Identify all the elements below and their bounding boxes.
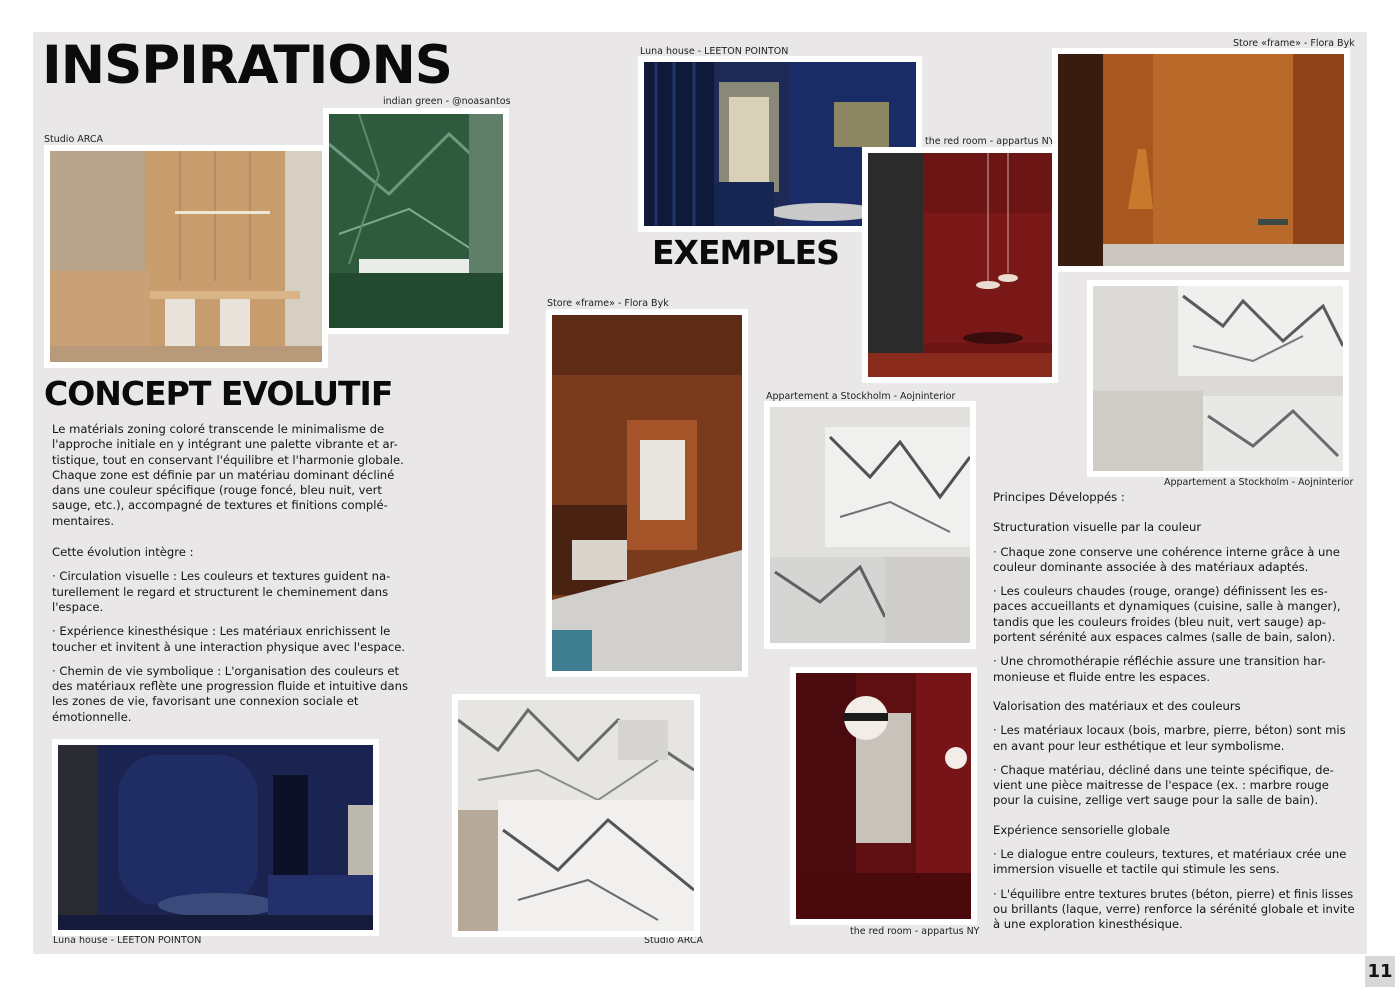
photo-indian-green-bath: [323, 108, 509, 334]
photo-store-frame-coat: [1052, 48, 1350, 272]
principes-s2-p1: · Les matériaux locaux (bois, marbre, pierre, béton) sont mis en avant pour leur esthétique et leur symbolisme.: [993, 723, 1346, 753]
principes-s1-p3: · Une chromothérapie réfléchie assure une transition har-monieuse et fluide entre les espaces.: [993, 654, 1326, 684]
concept-text: [52, 422, 420, 734]
concept-item-kinesthesique: · Expérience kinesthésique : Les matériaux enrichissent le toucher et invitent à une interaction physique avec l'espace.: [52, 624, 406, 654]
caption-luna-bottom: Luna house - LEETON POINTON: [53, 935, 202, 946]
principes-s3-p2: · L'équilibre entre textures brutes (béton, pierre) et finis lisses ou brillants (laque, verre) renforce la sérénité globale et invite à une exploration kinesthésique.: [993, 886, 1355, 932]
principes-s3-title: Expérience sensorielle globale: [993, 822, 1170, 837]
concept-intro: Le matériaIs zoning coloré transcende le minimalisme de l'approche initiale en y intégrant une palette vibrante et ar-tistique, tout en conservant l'équilibre et l'harmonie globale. Chaque zone est définie par un matériau dominant décliné dans une couleur spécifique (rouge foncé, bleu nuit, vert sauge, etc.), accompagné de textures et finitions complé-mentaires.: [52, 422, 404, 528]
principes-s2-title: Valorisation des matériaux et des couleurs: [993, 698, 1241, 713]
photo-studio-arca-kitchen: [44, 145, 328, 368]
caption-red-room-bottom: the red room - appartus NY: [850, 926, 980, 937]
concept-item-circulation: · Circulation visuelle : Les couleurs et textures guident na-turellement le regard et structurent le cheminement dans l'espace.: [52, 569, 391, 614]
caption-studio-arca-bottom: Studio ARCA: [644, 935, 704, 946]
title-concept-evolutif: CONCEPT EVOLUTIF: [44, 374, 393, 413]
caption-store-frame-mid: Store «frame» - Flora Byk: [547, 298, 669, 309]
photo-store-frame-corridor: [546, 309, 748, 677]
page-number: 11: [1365, 956, 1395, 987]
photo-studio-arca-bath: [452, 694, 700, 937]
principes-s3-p1: · Le dialogue entre couleurs, textures, et matériaux crée une immersion visuelle et tactile qui stimule les sens.: [993, 847, 1347, 877]
caption-studio-arca-top: Studio ARCA: [44, 134, 104, 145]
principes-title: Principes Développés :: [993, 490, 1125, 504]
caption-luna-top: Luna house - LEETON POINTON: [640, 46, 789, 57]
photo-luna-house-lounge: [52, 739, 379, 936]
title-exemples: EXEMPLES: [652, 233, 839, 272]
caption-indian-green: indian green - @noasantos: [383, 96, 511, 107]
caption-stockholm-right: Appartement a Stockholm - Aojninterior: [1164, 477, 1354, 488]
photo-stockholm-kitchen-right: [1087, 280, 1349, 477]
photo-red-room-pendant: [862, 147, 1058, 383]
concept-item-chemin: · Chemin de vie symbolique : L'organisation des couleurs et des matériaux reflète une progression fluide et intuitive dans les zones de vie, favorisant une connexion sociale et émotionnelle.: [52, 663, 409, 724]
concept-lead: Cette évolution intègre :: [52, 545, 194, 560]
photo-stockholm-kitchen-mid: [764, 401, 976, 649]
principes-s1-p1: · Chaque zone conserve une cohérence interne grâce à une couleur dominante associée à des matériaux adaptés.: [993, 544, 1340, 574]
caption-stockholm-mid: Appartement a Stockholm - Aojninterior: [766, 391, 956, 402]
photo-red-room-globes: [790, 667, 977, 925]
caption-red-room-top: the red room - appartus NY: [925, 136, 1055, 147]
title-inspirations: INSPIRATIONS: [42, 35, 452, 96]
principes-s1-title: Structuration visuelle par la couleur: [993, 520, 1202, 535]
caption-store-frame-top: Store «frame» - Flora Byk: [1233, 38, 1355, 49]
principes-s1-p2: · Les couleurs chaudes (rouge, orange) définissent les es-paces accueillants et dynamiques (cuisine, salle à manger), tandis que les couleurs froides (bleu nuit, vert sauge) ap-portent sérénité aux espaces calmes (salle de bain, salon).: [993, 584, 1341, 645]
principes-text: [993, 490, 1359, 942]
principes-s2-p2: · Chaque matériau, décliné dans une teinte spécifique, de-vient une pièce maitresse de l'espace (ex. : marbre rouge pour la cuisine, zellige vert sauge pour la salle de bain).: [993, 762, 1334, 808]
